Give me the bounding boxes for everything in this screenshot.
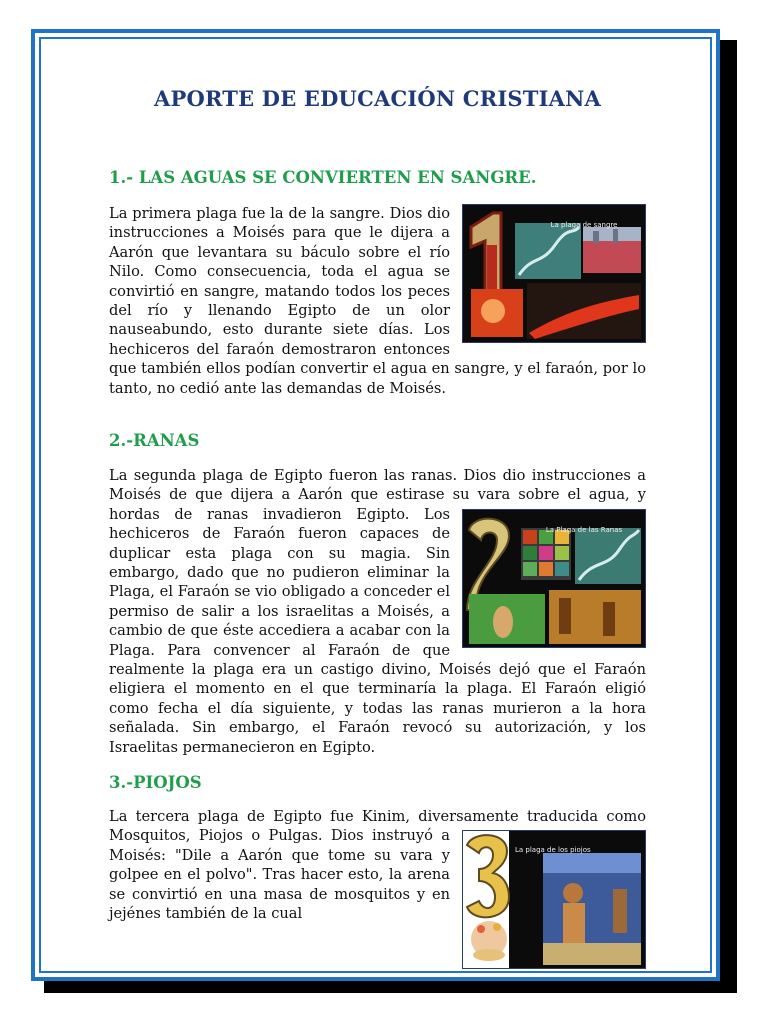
section-3-image-caption: La plaga de los piojos — [515, 846, 591, 855]
section-2-image-caption: La Plaga de las Ranas — [545, 525, 623, 534]
section-3-heading: 3.-PIOJOS — [109, 773, 202, 792]
section-1-paragraph — [109, 204, 646, 398]
section-3-text: Mosquitos, Piojos o Pulgas. Dios instruyó a Moisés: "Dile a Aarón que tome su vara y golpee en el polvo". Tras hacer esto, la arena se convirtió en una masa de mosquitos y en jejénes también de la cual — [109, 827, 450, 923]
section-2-text: hordas de ranas invadieron Egipto. Los hechiceros de Faraón fueron capaces de duplicar esta plaga con su magia. Sin embargo, dado que no pudieron eliminar la Plaga, el Faraón se vio obligado a conceder el permiso de salir a los israelitas a Moisés, a cambio de que éste accediera a acabar con la Plaga. Para convencer al Faraón de que realmente la plaga era un castigo divino, Moisés dejó que el Faraón eligiera el momento en el que terminaría la plaga. El Faraón eligió como fecha el día siguiente, y todas las ranas murieron a la hora señalada. Sin embargo, el Faraón revocó su autorización, y los Israelitas permanecieron en Egipto. — [109, 505, 646, 756]
section-1-image — [462, 204, 646, 343]
section-1-text: La primera plaga fue la de la sangre. Dios dio instrucciones a Moisés para que le dijera a Aarón que levantara su báculo sobre el río Nilo. Como consecuencia, toda el agua se convirtió en sangre, matando todos los peces del río y llenando Egipto de un olor nauseabundo, esto durante siete días. Los hechiceros del faraón demostraron entonces que también ellos podían convertir el agua en sangre, y el faraón, por lo tanto, no cedió ante las demandas de Moisés. — [109, 205, 646, 397]
section-2-image — [462, 509, 646, 648]
section-2-paragraph — [109, 466, 646, 757]
section-1-heading: 1.- LAS AGUAS SE CONVIERTEN EN SANGRE. — [109, 168, 537, 187]
section-3-image — [462, 830, 646, 969]
section-3-text-intro: La tercera plaga de Egipto fue Kinim, diversamente traducida como — [109, 808, 646, 825]
section-3-paragraph — [109, 807, 646, 973]
section-1-image-caption: La plaga de sangre — [550, 221, 618, 229]
section-2-text-intro: La segunda plaga de Egipto fueron las ranas. Dios dio instrucciones a Moisés de que dijera a Aarón que estirase su vara sobre el agua, y — [109, 467, 646, 504]
section-2-heading: 2.-RANAS — [109, 431, 200, 450]
document-title: APORTE DE EDUCACIÓN CRISTIANA — [154, 86, 601, 111]
